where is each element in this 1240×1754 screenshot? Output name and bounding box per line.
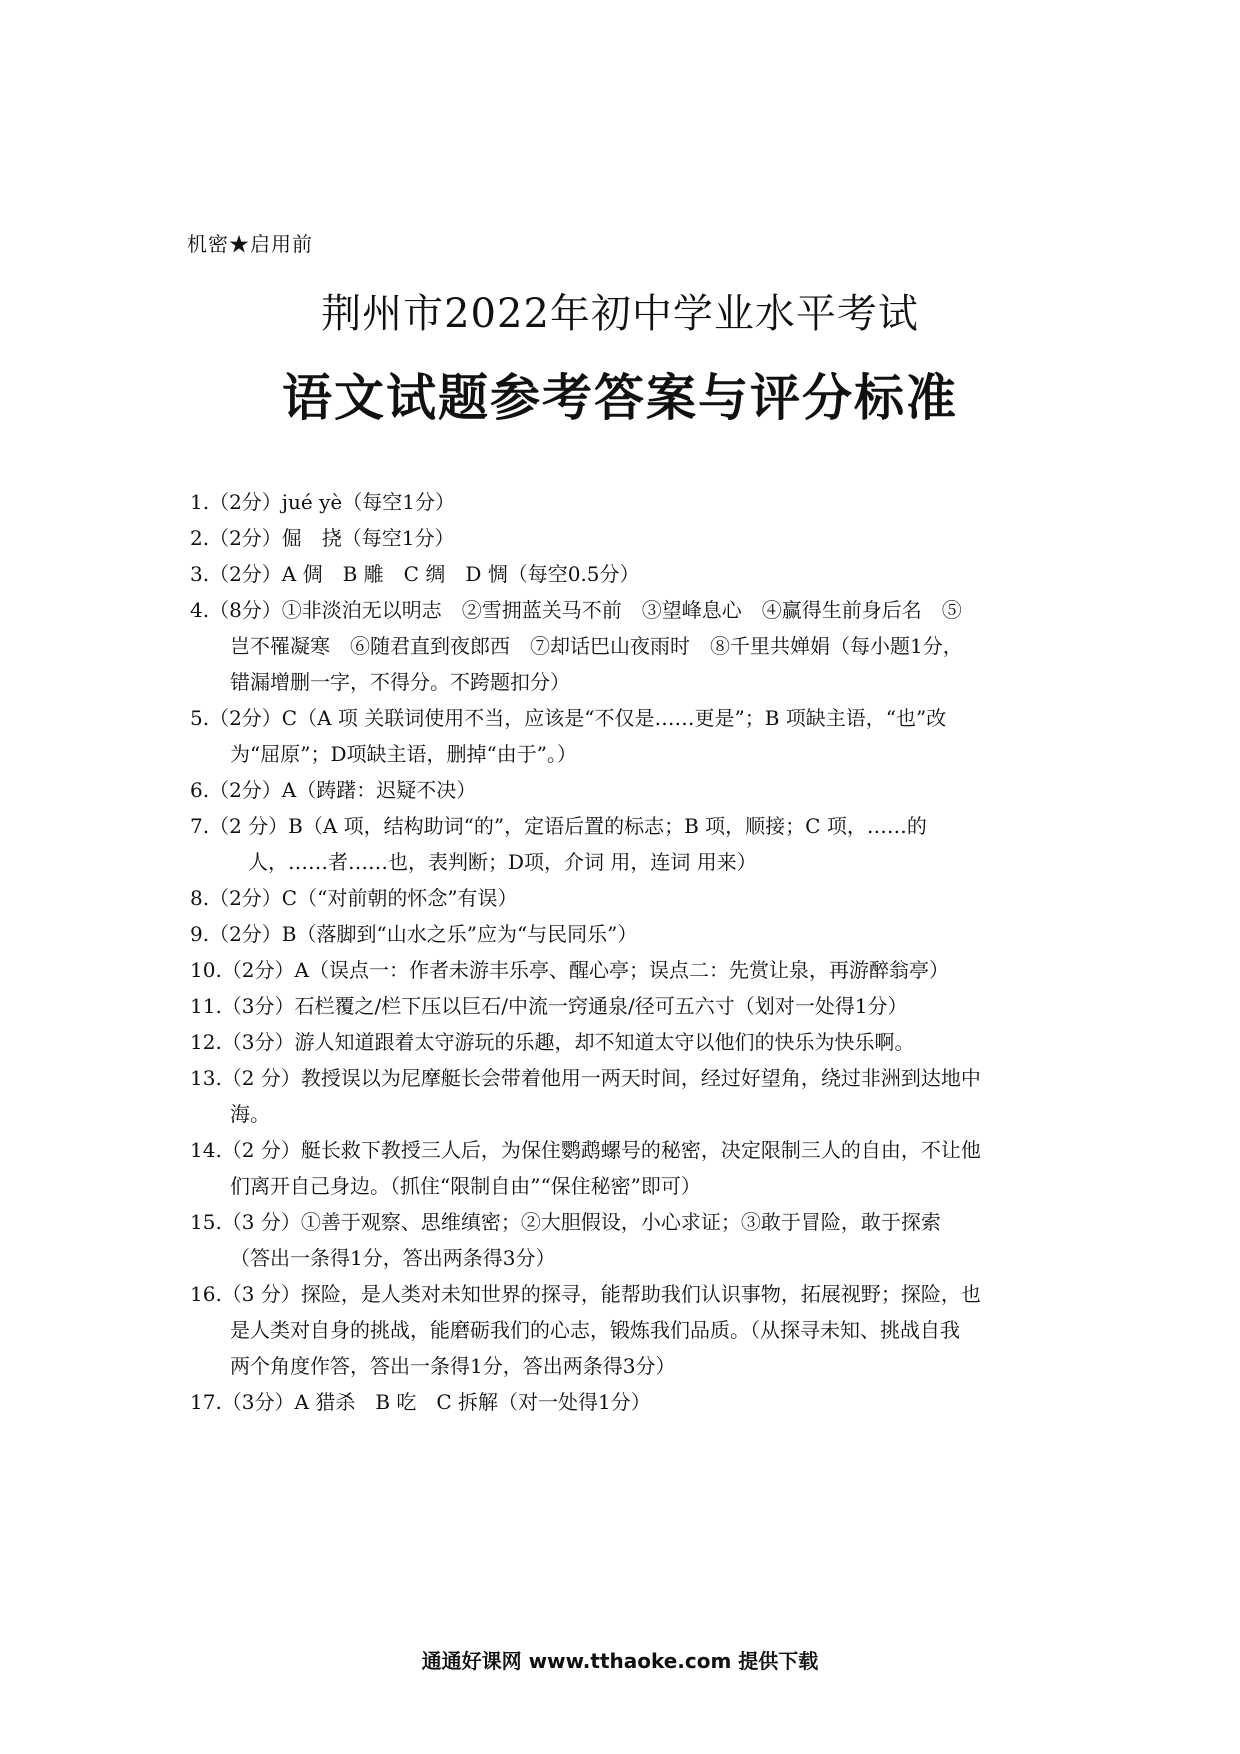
confidential-label: 机密★启用前 [187, 232, 313, 256]
answer-line: 们离开自己身边。（抓住“限制自由”“保住秘密”即可） [230, 1174, 701, 1198]
answer-line: 12.（3分）游人知道跟着太守游玩的乐趣，却不知道太守以他们的快乐为快乐啊。 [190, 1030, 915, 1054]
answer-line: 5.（2分）C（A 项 关联词使用不当，应该是“不仅是……更是”；B 项缺主语，“也”改 [190, 706, 947, 730]
answer-line: 2.（2分）倔 挠（每空1分） [190, 526, 455, 550]
answer-line: 17.（3分）A 猎杀 B 吃 C 拆解（对一处得1分） [190, 1390, 651, 1414]
answer-line: 10.（2分）A（误点一：作者未游丰乐亭、醒心亭；误点二：先赏让泉，再游醉翁亭） [190, 958, 949, 982]
answer-line: 人，……者……也，表判断；D项，介词 用，连词 用来） [248, 850, 757, 874]
answer-line: 两个角度作答，答出一条得1分，答出两条得3分） [230, 1354, 676, 1378]
answer-line: 7.（2 分）B（A 项，结构助词“的”，定语后置的标志；B 项，顺接；C 项，……的 [190, 814, 927, 838]
answer-line: 13.（2 分）教授误以为尼摩艇长会带着他用一两天时间，经过好望角，绕过非洲到达地中 [190, 1066, 981, 1090]
answer-line: 11.（3分）石栏覆之/栏下压以巨石/中流一窍通泉/径可五六寸（划对一处得1分） [190, 994, 908, 1018]
answer-line: 4.（8分）①非淡泊无以明志 ②雪拥蓝关马不前 ③望峰息心 ④赢得生前身后名 ⑤ [190, 598, 962, 622]
answer-line: 海。 [230, 1102, 270, 1126]
footer-source: 通通好课网 www.tthaoke.com 提供下载 [421, 1649, 819, 1673]
answer-line: 8.（2分）C（“对前朝的怀念”有误） [190, 886, 518, 910]
answer-line: 1.（2分）jué yè（每空1分） [190, 490, 455, 514]
answer-line: 16.（3 分）探险，是人类对未知世界的探寻，能帮助我们认识事物，拓展视野；探险，也 [190, 1282, 981, 1306]
answer-line: 9.（2分）B（落脚到“山水之乐”应为“与民同乐”） [190, 922, 638, 946]
answer-line: 错漏增删一字，不得分。不跨题扣分） [230, 670, 570, 694]
answer-line: 3.（2分）A 倜 B 雕 C 绸 D 惆（每空0.5分） [190, 562, 640, 586]
answer-line: 14.（2 分）艇长救下教授三人后，为保住鹦鹉螺号的秘密，决定限制三人的自由，不让他 [190, 1138, 981, 1162]
answer-line: 为“屈原”；D项缺主语，删掉“由于”。） [230, 742, 577, 766]
answer-line: 岂不罹凝寒 ⑥随君直到夜郎西 ⑦却话巴山夜雨时 ⑧千里共婵娟（每小题1分， [230, 634, 963, 658]
document-title: 语文试题参考答案与评分标准 [282, 369, 958, 427]
exam-title: 荆州市2022年初中学业水平考试 [321, 291, 919, 337]
answer-line: 是人类对自身的挑战，能磨砺我们的心志，锻炼我们品质。（从探寻未知、挑战自我 [230, 1318, 960, 1342]
answer-list [190, 484, 1065, 1420]
answer-line: 6.（2分）A（踌躇：迟疑不决） [190, 778, 477, 802]
answer-line: 15.（3 分）①善于观察、思维缜密；②大胆假设，小心求证；③敢于冒险，敢于探索 [190, 1210, 941, 1234]
answer-line: （答出一条得1分，答出两条得3分） [230, 1246, 556, 1270]
